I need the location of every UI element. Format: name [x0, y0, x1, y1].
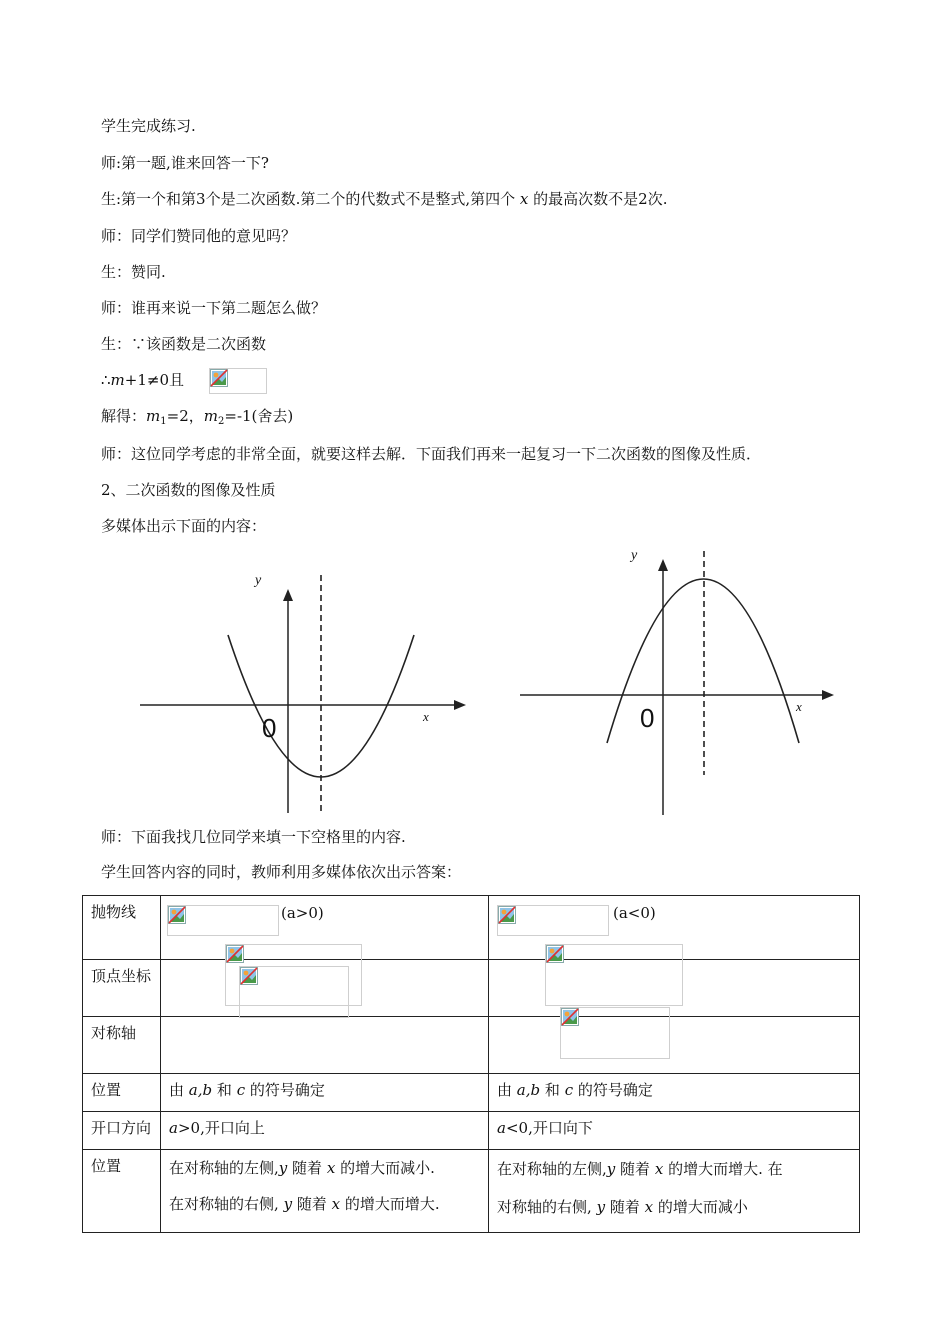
x-axis-arrow-icon	[822, 690, 834, 700]
text-line-5: 生：赞同.	[101, 263, 166, 281]
text-line-14: 学生回答内容的同时，教师利用多媒体依次出示答案：	[101, 863, 462, 881]
table-row	[83, 1150, 860, 1233]
text-line-10: 师：这位同学考虑的非常全面，就要这样去解．下面我们再来一起复习一下二次函数的图像及性质．	[101, 445, 762, 463]
text-line-2: 师:第一题,谁来回答一下?	[101, 154, 269, 172]
table-row	[83, 1017, 860, 1074]
text-line-1: 学生完成练习.	[101, 117, 196, 135]
table-cell-text: (a<0)	[613, 904, 656, 922]
table-row	[83, 896, 860, 960]
image-icon	[561, 1008, 579, 1026]
table-cell: 由 a,b 和 c 的符号确定	[489, 1074, 860, 1112]
downward-parabola-graph	[518, 545, 843, 820]
text-line-11: 2、二次函数的图像及性质	[101, 481, 276, 499]
table-row	[83, 1074, 860, 1112]
image-icon	[210, 369, 228, 387]
text-line-7: 生：∵该函数是二次函数	[101, 335, 267, 353]
text-line-3: 生:第一个和第3个是二次函数.第二个的代数式不是整式,第四个 x 的最高次数不是2次.	[101, 190, 668, 208]
y-axis-label: y	[631, 548, 638, 563]
table-cell: a<0,开口向下	[489, 1112, 860, 1150]
x-axis-arrow-icon	[454, 700, 466, 710]
table-cell-label: 位置	[83, 1074, 161, 1112]
text-line-12: 多媒体出示下面的内容：	[101, 517, 267, 535]
text-line-8: ∴m+1≠0且	[101, 368, 267, 394]
y-axis-arrow-icon	[658, 559, 668, 571]
table-cell: 在对称轴的左侧,y 随着 x 的增大而减小. 在对称轴的右侧, y 随着 x 的增大而增大.	[161, 1150, 489, 1233]
origin-label: 0	[262, 713, 277, 743]
table-cell: 由 a,b 和 c 的符号确定	[161, 1074, 489, 1112]
table-cell	[489, 1017, 860, 1074]
text-line-6: 师：谁再来说一下第二题怎么做？	[101, 299, 327, 317]
origin-label: 0	[640, 703, 655, 733]
table-cell-label: 开口方向	[83, 1112, 161, 1150]
image-icon	[240, 967, 258, 985]
table-cell	[489, 896, 860, 960]
x-axis-label: x	[423, 709, 429, 724]
upward-parabola-graph	[136, 565, 476, 820]
table-cell: 在对称轴的左侧,y 随着 x 的增大而增大. 在 对称轴的右侧, y 随着 x 的增大而减小	[489, 1150, 860, 1233]
table-cell-label: 位置	[83, 1150, 161, 1233]
parabola-curve	[607, 579, 799, 743]
formula-image-placeholder	[209, 368, 267, 394]
table-cell: a>0,开口向上	[161, 1112, 489, 1150]
text-line-9: 解得：$m_1=2$，$m_2=-1$(舍去)	[101, 407, 294, 427]
image-icon	[168, 906, 186, 924]
table-row	[83, 1112, 860, 1150]
table-cell-label: 对称轴	[83, 1017, 161, 1074]
table-cell-label: 顶点坐标	[83, 960, 161, 1017]
x-axis-label: x	[796, 699, 802, 714]
y-axis-arrow-icon	[283, 589, 293, 601]
image-icon	[498, 906, 516, 924]
parabola-image-placeholder	[167, 905, 279, 936]
table-cell-text: (a>0)	[281, 904, 324, 922]
text-line-4: 师：同学们赞同他的意见吗？	[101, 227, 297, 245]
table-cell-label: 抛物线	[83, 896, 161, 960]
table-row	[83, 960, 860, 1017]
text-line-13: 师：下面我找几位同学来填一下空格里的内容.	[101, 828, 406, 846]
parabola-image-placeholder	[497, 905, 609, 936]
table-cell	[161, 896, 489, 960]
axis-image-placeholder	[560, 1007, 670, 1059]
table-cell	[161, 1017, 489, 1074]
properties-table	[82, 895, 860, 1233]
vertex-image-placeholder	[545, 944, 683, 1006]
image-icon	[226, 945, 244, 963]
y-axis-label: y	[255, 573, 262, 588]
image-icon	[546, 945, 564, 963]
vertex-image-placeholder-2	[239, 966, 349, 1018]
